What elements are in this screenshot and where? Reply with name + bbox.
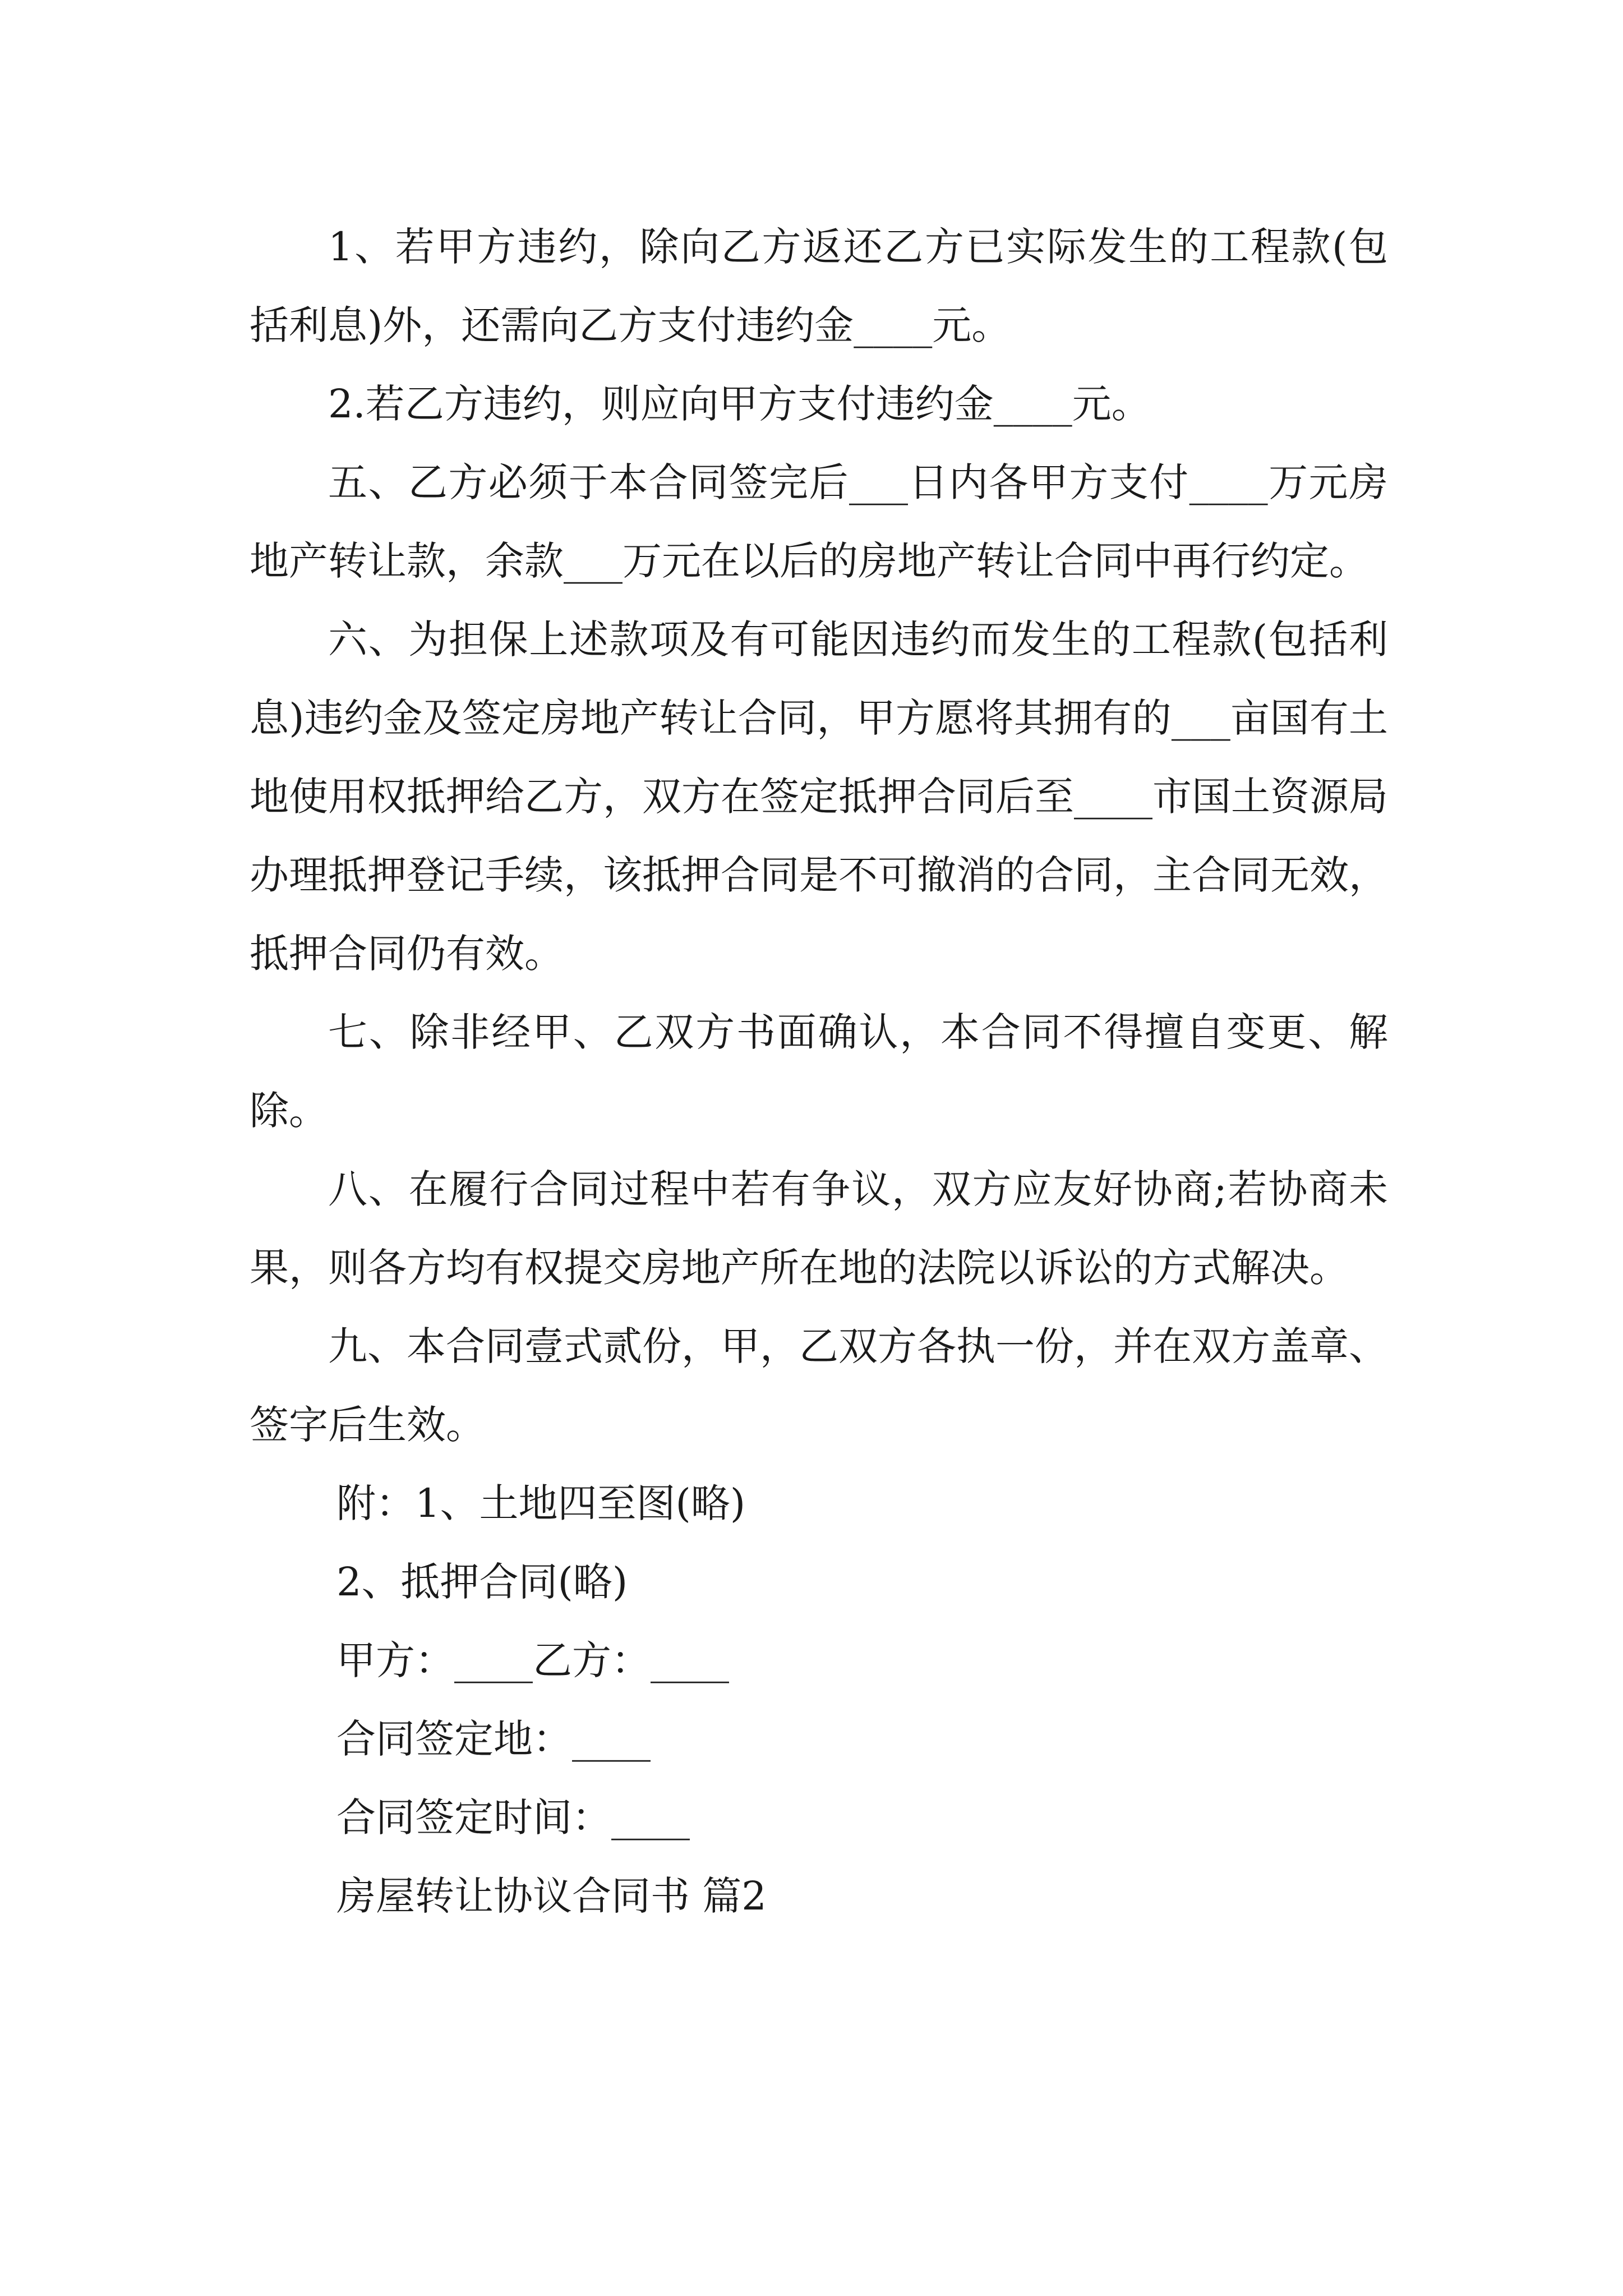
signature-line: 甲方：____乙方：____ — [336, 1637, 729, 1683]
clause-paragraph: 七、除非经甲、乙双方书面确认，本合同不得擅自变更、解除。 — [250, 1009, 1388, 1134]
clause-paragraph: 2.若乙方违约，则应向甲方支付违约金____元。 — [328, 381, 1151, 427]
clause-paragraph: 九、本合同壹式贰份，甲，乙双方各执一份，并在双方盖章、签字后生效。 — [250, 1323, 1388, 1448]
clause-paragraph: 五、乙方必须于本合同签完后___日内各甲方支付____万元房地产转让款，余款___万元在以后的房地产转让合同中再行约定。 — [250, 459, 1388, 584]
document-body — [250, 208, 1388, 1935]
section-heading: 房屋转让协议合同书 篇2 — [336, 1873, 767, 1919]
signing-place-line: 合同签定地：____ — [336, 1716, 651, 1762]
clause-paragraph: 1、若甲方违约，除向乙方返还乙方已实际发生的工程款(包括利息)外，还需向乙方支付违约金____元。 — [250, 224, 1388, 348]
signing-time-line: 合同签定时间：____ — [336, 1795, 690, 1841]
attachment-line: 2、抵押合同(略) — [336, 1559, 628, 1605]
attachment-line: 附：1、土地四至图(略) — [336, 1480, 746, 1526]
clause-paragraph: 八、在履行合同过程中若有争议，双方应友好协商;若协商未果，则各方均有权提交房地产所在地的法院以诉讼的方式解决。 — [250, 1166, 1388, 1291]
clause-paragraph: 六、为担保上述款项及有可能因违约而发生的工程款(包括利息)违约金及签定房地产转让合同，甲方愿将其拥有的___亩国有土地使用权抵押给乙方，双方在签定抵押合同后至____市国土资源局办理抵押登记手续，该抵押合同是不可撤消的合同，主合同无效，抵押合同仍有效。 — [250, 616, 1388, 977]
